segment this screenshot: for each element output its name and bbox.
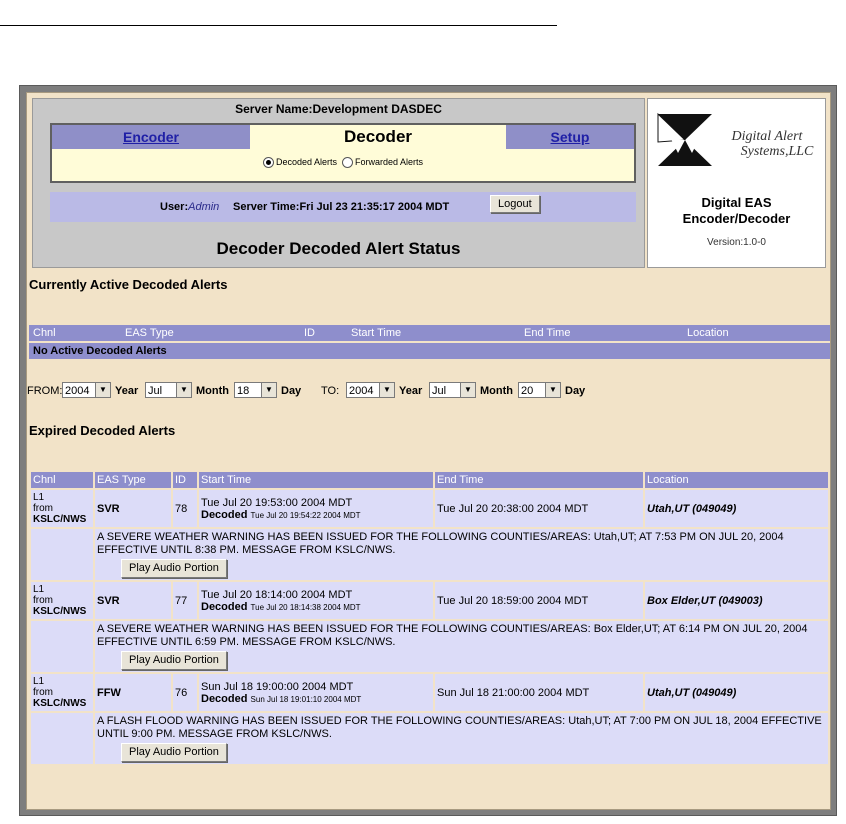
message-spacer xyxy=(31,621,93,672)
col-end-time: End Time xyxy=(524,327,571,339)
eas-type-cell: SVR xyxy=(95,582,171,619)
col-eas-type: EAS Type xyxy=(95,472,171,488)
tab-encoder[interactable] xyxy=(52,125,250,149)
col-end-time: End Time xyxy=(435,472,643,488)
chevron-down-icon: ▼ xyxy=(460,382,476,398)
from-month-select[interactable] xyxy=(145,382,191,398)
tab-setup-link[interactable]: Setup xyxy=(550,129,590,145)
company-name xyxy=(708,129,826,159)
from-year-label: Year xyxy=(115,385,139,397)
col-start-time: Start Time xyxy=(199,472,433,488)
chnl-id: L1 xyxy=(33,492,45,503)
to-year-select[interactable] xyxy=(346,382,394,398)
chevron-down-icon: ▼ xyxy=(261,382,277,398)
chevron-down-icon: ▼ xyxy=(545,382,561,398)
decoded-label: Decoded xyxy=(201,600,248,613)
active-alerts-heading: Currently Active Decoded Alerts xyxy=(29,277,228,292)
col-chnl: Chnl xyxy=(31,472,93,488)
decoded-time: Tue Jul 20 19:54:22 2004 MDT xyxy=(250,510,361,520)
radio-forwarded-alerts[interactable] xyxy=(342,157,353,168)
radio-decoded-alerts[interactable] xyxy=(263,157,274,168)
chnl-from: from xyxy=(33,687,53,698)
expired-header-row xyxy=(31,472,828,488)
chnl-source: KSLC/NWS xyxy=(33,514,87,525)
chnl-cell xyxy=(31,490,93,527)
end-time-cell: Tue Jul 20 18:59:00 2004 MDT xyxy=(435,582,643,619)
table-row xyxy=(31,582,828,619)
to-year-value: 2004 xyxy=(349,385,374,397)
play-audio-button[interactable]: Play Audio Portion xyxy=(121,559,227,578)
chevron-down-icon: ▼ xyxy=(176,382,192,398)
chnl-source: KSLC/NWS xyxy=(33,606,87,617)
to-day-value: 20 xyxy=(521,385,534,397)
app-frame xyxy=(19,85,837,816)
id-cell: 78 xyxy=(173,490,197,527)
from-day-select[interactable] xyxy=(234,382,276,398)
table-row xyxy=(31,490,828,527)
chnl-id: L1 xyxy=(33,584,45,595)
version-text: Version:1.0-0 xyxy=(707,237,766,248)
tab-encoder-link[interactable]: Encoder xyxy=(122,129,179,145)
active-alerts-empty-row xyxy=(29,343,830,359)
start-time: Sun Jul 18 19:00:00 2004 MDT xyxy=(201,680,354,693)
user-bar xyxy=(50,192,636,222)
page-title: Decoder Decoded Alert Status xyxy=(216,239,461,258)
from-label: FROM: xyxy=(27,385,63,397)
message-cell xyxy=(95,713,828,764)
col-location: Location xyxy=(687,327,729,339)
eas-type-cell: FFW xyxy=(95,674,171,711)
col-id: ID xyxy=(304,327,315,339)
end-time-cell: Sun Jul 18 21:00:00 2004 MDT xyxy=(435,674,643,711)
location-cell: Box Elder,UT (049003) xyxy=(645,582,828,619)
server-name: Server Name:Development DASDEC xyxy=(235,102,442,116)
play-audio-button[interactable]: Play Audio Portion xyxy=(121,743,227,762)
decoded-label: Decoded xyxy=(201,508,248,521)
id-cell: 76 xyxy=(173,674,197,711)
brand-panel xyxy=(647,98,826,268)
chevron-down-icon: ▼ xyxy=(379,382,395,398)
chnl-cell xyxy=(31,582,93,619)
start-time: Tue Jul 20 18:14:00 2004 MDT xyxy=(201,588,353,601)
alert-message: A SEVERE WEATHER WARNING HAS BEEN ISSUED FOR THE FOLLOWING COUNTIES/AREAS: Box Elder,UT; AT 6:14 PM ON JUL 20, 2004 EFFECTIVE UNTIL 6:59 PM. MESSAGE FROM KSLC/NWS. xyxy=(97,623,808,648)
from-day-label: Day xyxy=(281,385,302,397)
expired-alerts-table xyxy=(29,470,830,766)
from-month-label: Month xyxy=(196,385,229,397)
message-cell xyxy=(95,529,828,580)
chnl-source: KSLC/NWS xyxy=(33,698,87,709)
logout-button[interactable]: Logout xyxy=(490,195,540,213)
from-month-value: Jul xyxy=(148,385,163,397)
alert-type-radios xyxy=(52,157,634,168)
app-content xyxy=(26,92,831,810)
start-time-cell xyxy=(199,674,433,711)
server-time: Server Time:Fri Jul 23 21:35:17 2004 MDT xyxy=(233,201,450,213)
col-eas-type: EAS Type xyxy=(125,327,174,339)
tab-setup[interactable] xyxy=(506,125,634,149)
location-cell: Utah,UT (049049) xyxy=(645,490,828,527)
chevron-down-icon: ▼ xyxy=(95,382,111,398)
tab-bar xyxy=(50,123,636,183)
alert-message: A FLASH FLOOD WARNING HAS BEEN ISSUED FOR THE FOLLOWING COUNTIES/AREAS: Utah,UT; AT 7:00 PM ON JUL 18, 2004 EFFECTIVE UNTIL 9:00 PM. MESSAGE FROM KSLC/NWS. xyxy=(97,715,822,740)
start-time: Tue Jul 20 19:53:00 2004 MDT xyxy=(201,496,353,509)
to-month-select[interactable] xyxy=(429,382,475,398)
no-active-alerts-text: No Active Decoded Alerts xyxy=(33,345,167,357)
active-alerts-header-row xyxy=(29,325,830,341)
table-row xyxy=(31,674,828,711)
col-chnl: Chnl xyxy=(33,327,56,339)
location-cell: Utah,UT (049049) xyxy=(645,674,828,711)
decoded-label: Decoded xyxy=(201,692,248,705)
to-year-label: Year xyxy=(399,385,423,397)
company-name-line1: Digital Alert xyxy=(731,129,803,144)
col-id: ID xyxy=(173,472,197,488)
product-name-line1: Digital EAS xyxy=(701,195,772,210)
alert-message: A SEVERE WEATHER WARNING HAS BEEN ISSUED FOR THE FOLLOWING COUNTIES/AREAS: Utah,UT; AT 7:53 PM ON JUL 20, 2004 EFFECTIVE UNTIL 8:38 PM. MESSAGE FROM KSLC/NWS. xyxy=(97,531,784,556)
to-month-value: Jul xyxy=(432,385,447,397)
product-name-line2: Encoder/Decoder xyxy=(682,211,791,226)
user-name: Admin xyxy=(188,201,220,213)
chnl-cell xyxy=(31,674,93,711)
start-time-cell xyxy=(199,490,433,527)
top-divider-line xyxy=(0,25,557,26)
play-audio-button[interactable]: Play Audio Portion xyxy=(121,651,227,670)
from-day-value: 18 xyxy=(237,385,250,397)
message-spacer xyxy=(31,713,93,764)
chnl-id: L1 xyxy=(33,676,45,687)
message-row xyxy=(31,713,828,764)
company-name-line2: Systems,LLC xyxy=(740,144,814,159)
start-time-cell xyxy=(199,582,433,619)
from-year-value: 2004 xyxy=(65,385,90,397)
to-day-select[interactable] xyxy=(518,382,560,398)
message-row xyxy=(31,621,828,672)
product-name xyxy=(648,195,825,227)
message-row xyxy=(31,529,828,580)
col-start-time: Start Time xyxy=(351,327,402,339)
tab-decoder-label: Decoder xyxy=(343,127,413,146)
chnl-from: from xyxy=(33,595,53,606)
radio-forwarded-label: Forwarded Alerts xyxy=(355,157,424,167)
company-logo-icon xyxy=(656,112,714,168)
id-cell: 77 xyxy=(173,582,197,619)
tab-decoder[interactable] xyxy=(250,125,506,149)
to-month-label: Month xyxy=(480,385,513,397)
header-panel xyxy=(32,98,645,268)
end-time-cell: Tue Jul 20 20:38:00 2004 MDT xyxy=(435,490,643,527)
to-day-label: Day xyxy=(565,385,586,397)
chnl-from: from xyxy=(33,503,53,514)
from-year-select[interactable] xyxy=(62,382,110,398)
expired-alerts-heading: Expired Decoded Alerts xyxy=(29,423,176,438)
decoded-time: Tue Jul 20 18:14:38 2004 MDT xyxy=(250,602,361,612)
eas-type-cell: SVR xyxy=(95,490,171,527)
to-label: TO: xyxy=(321,385,340,397)
col-location: Location xyxy=(645,472,828,488)
radio-decoded-label: Decoded Alerts xyxy=(275,157,337,167)
decoded-time: Sun Jul 18 19:01:10 2004 MDT xyxy=(250,694,362,704)
message-spacer xyxy=(31,529,93,580)
message-cell xyxy=(95,621,828,672)
user-info xyxy=(160,201,219,213)
user-label: User: xyxy=(160,201,189,213)
